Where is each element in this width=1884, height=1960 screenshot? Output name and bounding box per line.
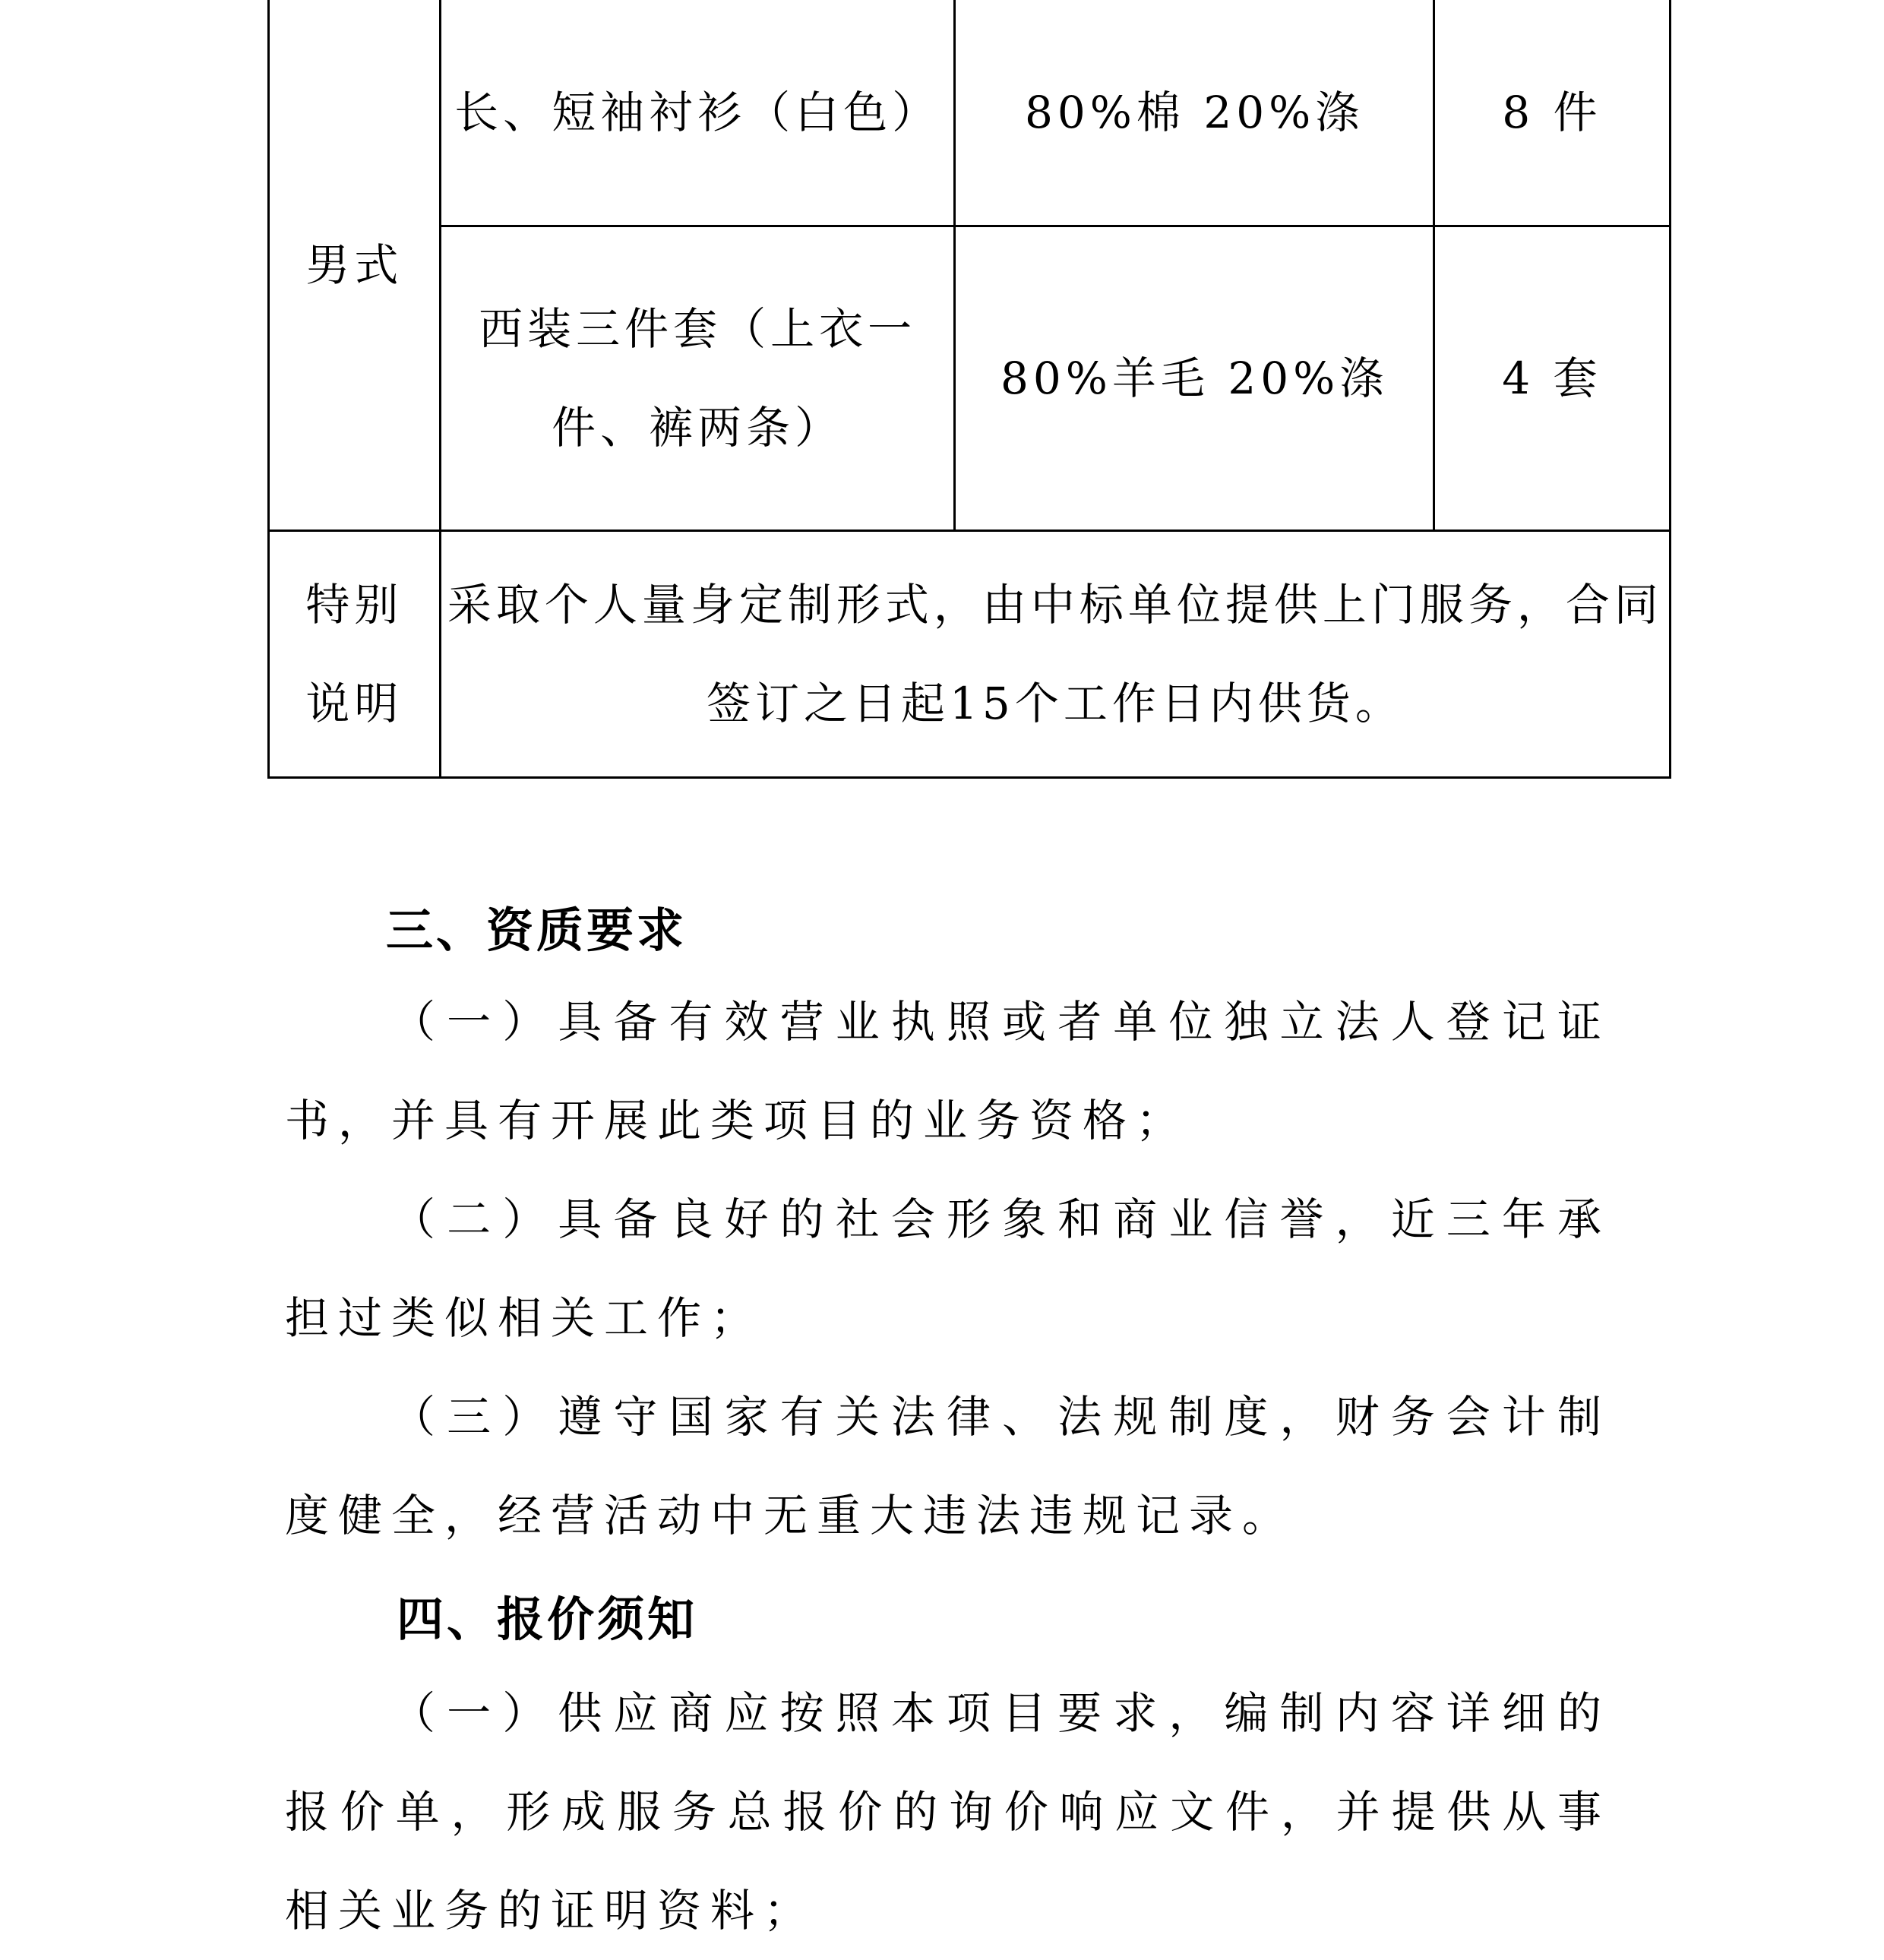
note-label-line: 特别 [305, 579, 403, 631]
table-row [269, 0, 1671, 226]
category-cell: 男式 [269, 0, 441, 531]
item-cell: 长、短袖衬衫（白色） [440, 0, 955, 226]
paragraph: （一）供应商应按照本项目要求，编制内容详细的报价单，形成服务总报价的询价响应文件，并提供从事相关业务的证明资料； [285, 1687, 1611, 1936]
paragraph: （三）遵守国家有关法律、法规制度，财务会计制度健全，经营活动中无重大违法违规记录。 [285, 1391, 1611, 1541]
note-label-line: 说明 [305, 678, 403, 729]
table-row [269, 531, 1671, 778]
item-line: 件、裤两条） [552, 402, 844, 454]
material-cell: 80%棉 20%涤 [955, 0, 1434, 226]
section-heading: 三、资质要求 [386, 903, 688, 958]
item-line: 西装三件套（上衣一 [479, 303, 917, 355]
table-row [269, 226, 1671, 531]
item-cell [440, 226, 955, 531]
clothing-spec-table [267, 0, 1671, 779]
paragraph: （二）具备良好的社会形象和商业信誉，近三年承担过类似相关工作； [285, 1193, 1611, 1344]
quantity-cell: 8 件 [1434, 0, 1670, 226]
material-cell: 80%羊毛 20%涤 [955, 226, 1434, 531]
quantity-cell: 4 套 [1434, 226, 1670, 531]
note-label-cell [269, 531, 441, 778]
paragraph: （一）具备有效营业执照或者单位独立法人登记证书，并具有开展此类项目的业务资格； [285, 996, 1611, 1146]
note-text-cell: 采取个人量身定制形式，由中标单位提供上门服务，合同签订之日起15个工作日内供货。 [440, 531, 1670, 778]
section-heading: 四、报价须知 [397, 1592, 698, 1647]
